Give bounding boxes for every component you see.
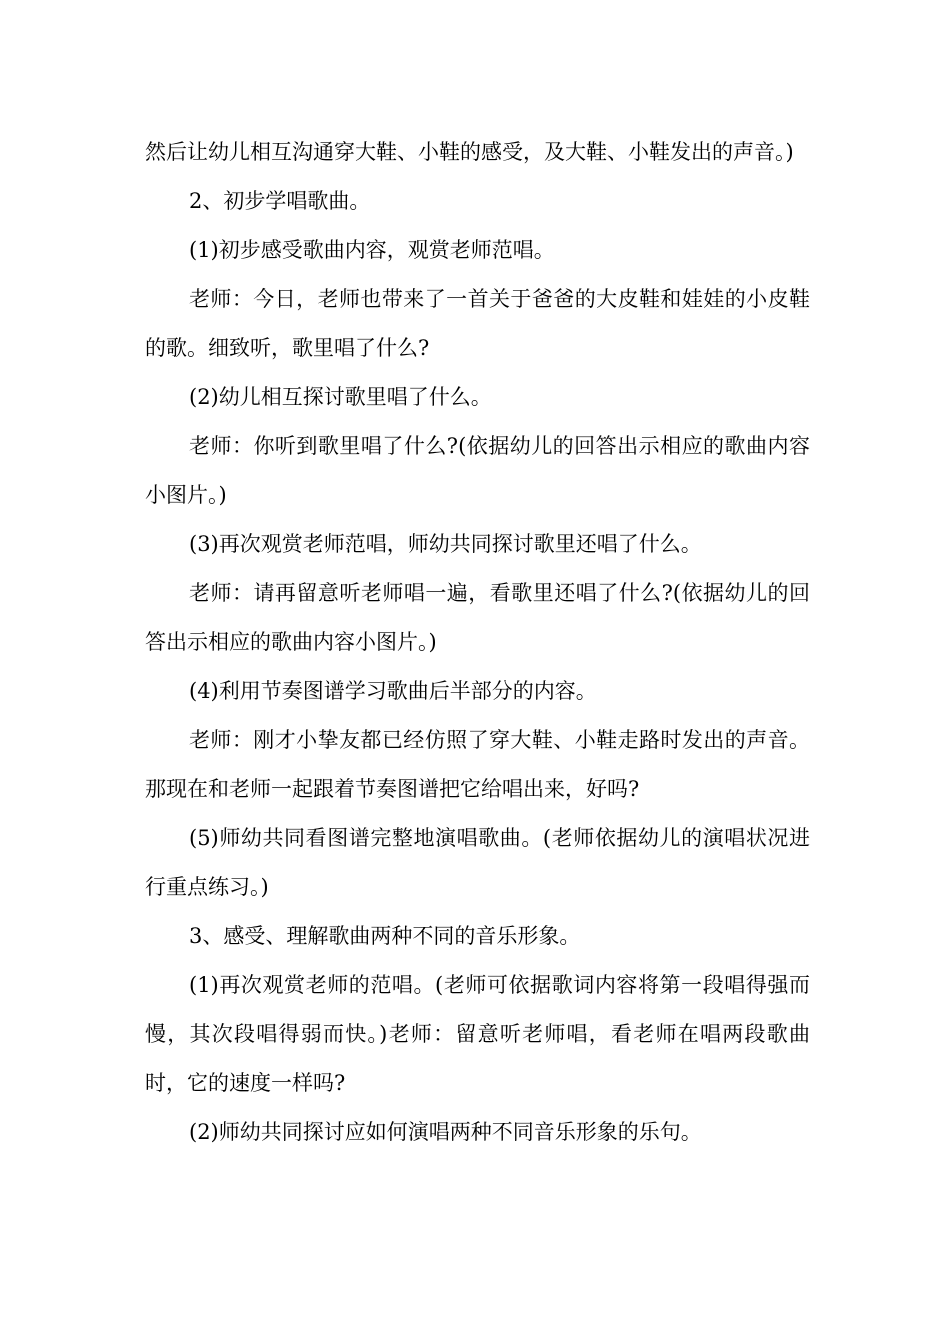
paragraph-13: (1)再次观赏老师的范唱。(老师可依据歌词内容将第一段唱得强而慢，其次段唱得弱而快。)老师：留意听老师唱，看老师在唱两段歌曲时，它的速度一样吗? [145,973,810,1095]
paragraph-9: (4)利用节奏图谱学习歌曲后半部分的内容。 [189,679,597,703]
paragraph-7: (3)再次观赏老师范唱，师幼共同探讨歌里还唱了什么。 [189,532,702,556]
paragraph-2: 2、初步学唱歌曲。 [189,189,371,213]
paragraph-14: (2)师幼共同探讨应如何演唱两种不同音乐形象的乐句。 [189,1120,702,1144]
paragraph-3: (1)初步感受歌曲内容，观赏老师范唱。 [189,238,555,262]
paragraph-4: 老师：今日，老师也带来了一首关于爸爸的大皮鞋和娃娃的小皮鞋的歌。细致听，歌里唱了什么? [145,287,810,360]
paragraph-1: 然后让幼儿相互沟通穿大鞋、小鞋的感受，及大鞋、小鞋发出的声音。) [145,140,794,164]
paragraph-6: 老师：你听到歌里唱了什么?(依据幼儿的回答出示相应的歌曲内容小图片。) [145,434,810,507]
paragraph-10: 老师：刚才小挚友都已经仿照了穿大鞋、小鞋走路时发出的声音。那现在和老师一起跟着节奏图谱把它给唱出来，好吗? [145,728,810,801]
paragraph-5: (2)幼儿相互探讨歌里唱了什么。 [189,385,492,409]
paragraph-8: 老师：请再留意听老师唱一遍，看歌里还唱了什么?(依据幼儿的回答出示相应的歌曲内容小图片。) [145,581,810,654]
paragraph-11: (5)师幼共同看图谱完整地演唱歌曲。(老师依据幼儿的演唱状况进行重点练习。) [145,826,810,899]
paragraph-12: 3、感受、理解歌曲两种不同的音乐形象。 [189,924,581,948]
document-body [145,128,810,1157]
